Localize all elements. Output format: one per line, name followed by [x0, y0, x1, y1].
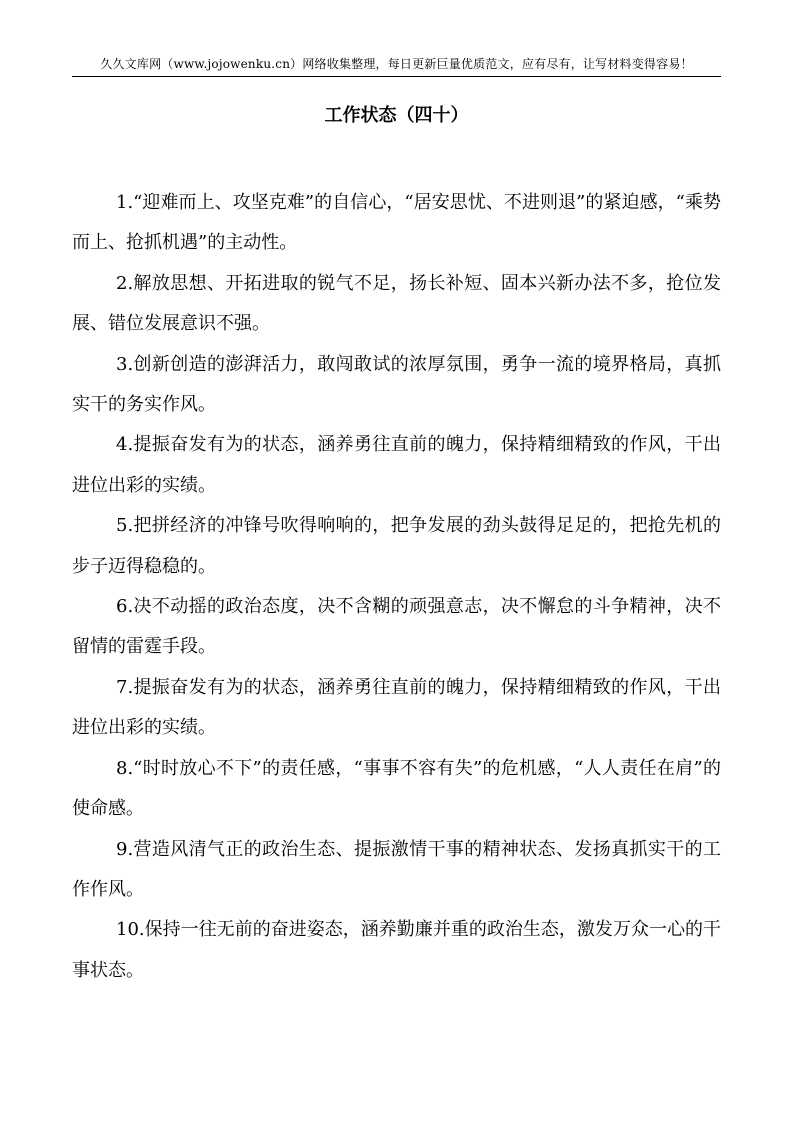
- paragraph: 3.创新创造的澎湃活力，敢闯敢试的浓厚氛围，勇争一流的境界格局，真抓实干的务实作风。: [72, 353, 721, 416]
- paragraph: 8.“时时放心不下”的责任感，“事事不容有失”的危机感，“人人责任在肩”的使命感。: [72, 757, 721, 820]
- paragraph: 9.营造风清气正的政治生态、提振激情干事的精神状态、发扬真抓实干的工作作风。: [72, 838, 721, 900]
- paragraph: 5.把拼经济的冲锋号吹得响响的，把争发展的劲头鼓得足足的，把抢先机的步子迈得稳稳的。: [72, 515, 721, 577]
- paragraph: 6.决不动摇的政治态度，决不含糊的顽强意志，决不懈怠的斗争精神，决不留情的雷霆手段。: [72, 596, 721, 658]
- paragraph: 2.解放思想、开拓进取的锐气不足，扬长补短、固本兴新办法不多，抢位发展、错位发展意识不强。: [72, 272, 721, 335]
- page-header: 久久文库网（www.jojowenku.cn）网络收集整理，每日更新巨量优质范文，应有尽有，让写材料变得容易！: [72, 56, 721, 77]
- paragraph: 7.提振奋发有为的状态，涵养勇往直前的魄力，保持精细精致的作风，干出进位出彩的实绩。: [72, 676, 721, 739]
- paragraph: 1.“迎难而上、攻坚克难”的自信心，“居安思忧、不进则退”的紧迫感，“乘势而上、抢抓机遇”的主动性。: [72, 192, 721, 254]
- document-body: [72, 183, 721, 991]
- document-title: 工作状态（四十）: [324, 105, 469, 126]
- paragraph: 4.提振奋发有为的状态，涵养勇往直前的魄力，保持精细精致的作风，干出进位出彩的实绩。: [72, 434, 721, 496]
- paragraph: 10.保持一往无前的奋进姿态，涵养勤廉并重的政治生态，激发万众一心的干事状态。: [72, 919, 721, 981]
